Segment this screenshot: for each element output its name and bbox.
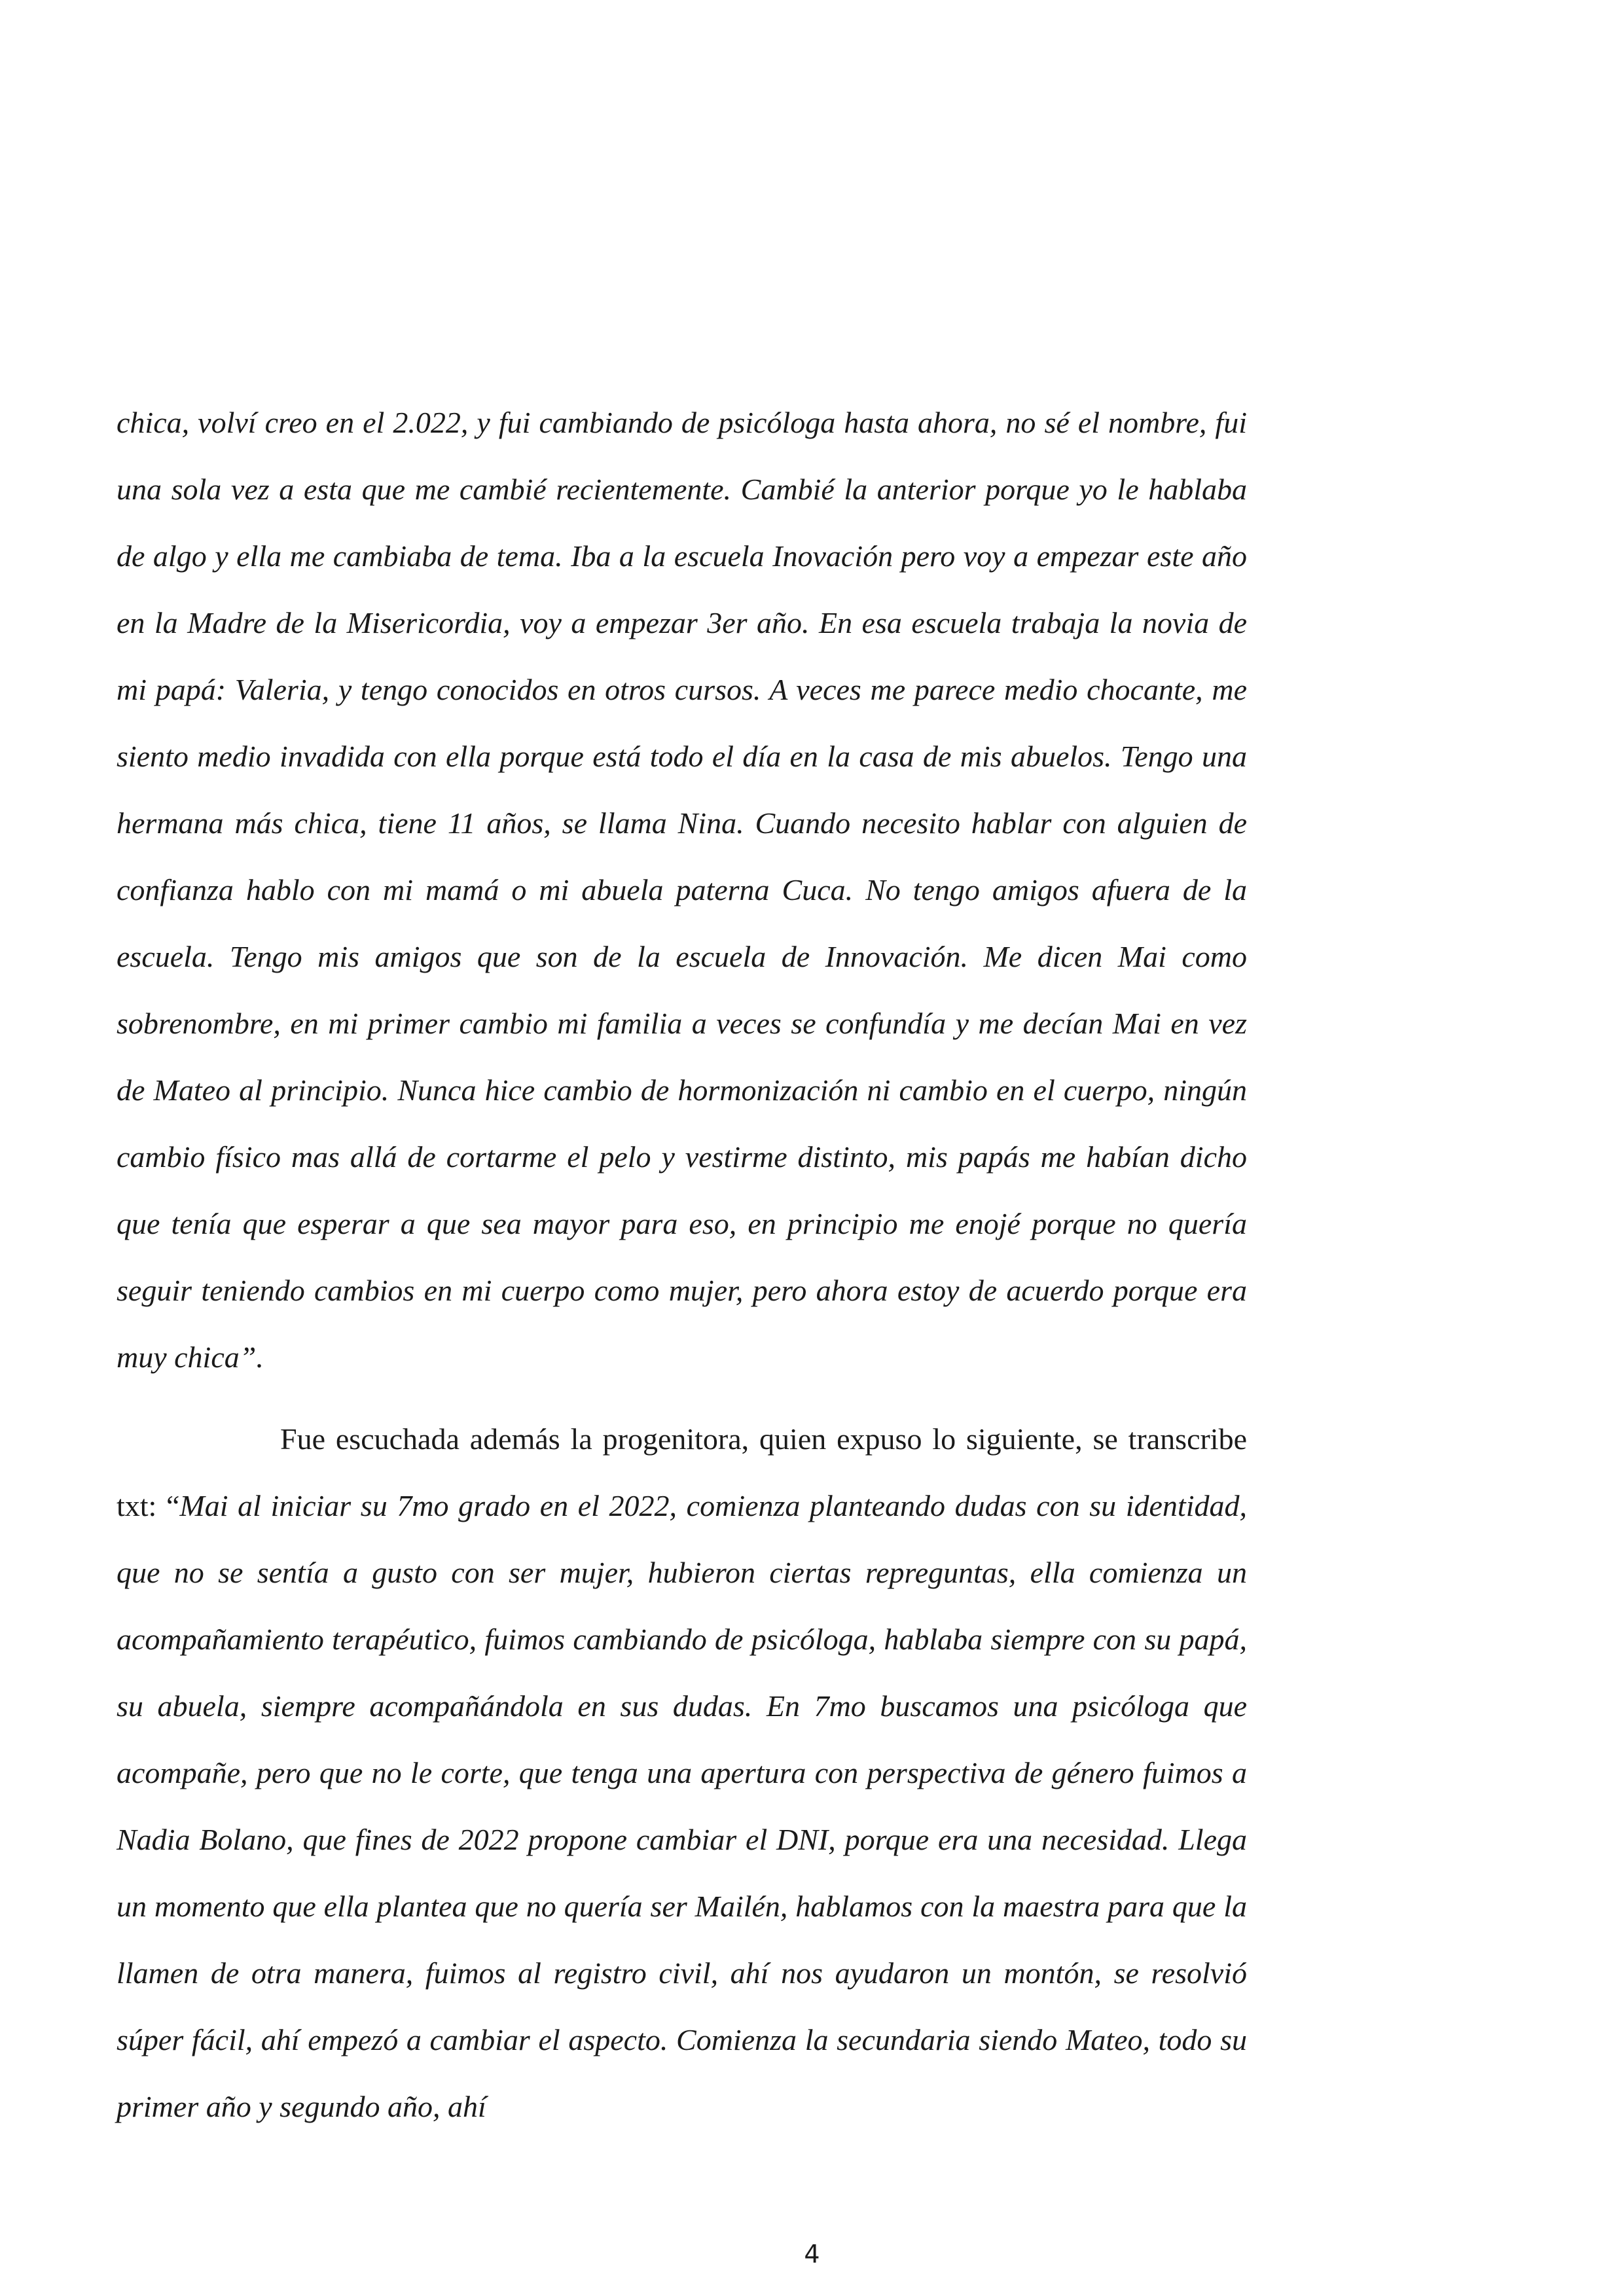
page-number: 4 — [804, 2240, 820, 2269]
testimony-text-italic: chica, volví creo en el 2.022, y fui cambiando de psicóloga hasta ahora, no sé el nombre, fui una sola vez a esta que me cambié recientemente. Cambié la anterior porque yo le hablaba de algo y ella me cambiaba de tema. Iba a la escuela Inovación pero voy a empezar este año en la Madre de la Misericordia, voy a empezar 3er año. En esa escuela trabaja la novia de mi papá: Valeria, y tengo conocidos en otros cursos. A veces me parece medio chocante, me siento medio invadida con ella porque está todo el día en la casa de mis abuelos. Tengo una hermana más chica, tiene 11 años, se llama Nina. Cuando necesito hablar con alguien de confianza hablo con mi mamá o mi abuela paterna Cuca. No tengo amigos afuera de la escuela. Tengo mis amigos que son de la escuela de Innovación. Me dicen Mai como sobrenombre, en mi primer cambio mi familia a veces se confundía y me decían Mai en vez de Mateo al principio. Nunca hice cambio de hormonización ni cambio en el cuerpo, ningún cambio físico mas allá de cortarme el pelo y vestirme distinto, mis papás me habían dicho que tenía que esperar a que sea mayor para eso, en principio me enojé porque no quería seguir teniendo cambios en mi cuerpo como mujer, pero ahora estoy de acuerdo porque era muy chica — [117, 406, 1247, 1374]
mother-quote-italic: Mai al iniciar su 7mo grado en el 2022, comienza planteando dudas con su identidad, que no se sentía a gusto con ser mujer, hubieron ciertas repreguntas, ella comienza un acompañamiento terapéutico, fuimos cambiando de psicóloga, hablaba siempre con su papá, su abuela, siempre acompañándola en sus dudas. En 7mo buscamos una psicóloga que acompañe, pero que no le corte, que tenga una apertura con perspectiva de género fuimos a Nadia Bolano, que fines de 2022 propone cambiar el DNI, porque era una necesidad. Llega un momento que ella plantea que no quería ser Mailén, hablamos con la maestra para que la llamen de otra manera, fuimos al registro civil, ahí nos ayudaron un montón, se resolvió súper fácil, ahí empezó a cambiar el aspecto. Comienza la secundaria siendo Mateo, todo su primer año y segundo año, ahí — [117, 1489, 1247, 2123]
quote-closing: ”. — [239, 1340, 264, 1374]
testimony-paragraph-mother — [117, 1406, 1247, 2140]
testimony-paragraph-minor — [117, 389, 1247, 1391]
paragraph-intro: Fue escuchada además la progenitora, quien expuso lo siguiente, se transcribe txt: “ — [117, 1422, 1247, 1522]
